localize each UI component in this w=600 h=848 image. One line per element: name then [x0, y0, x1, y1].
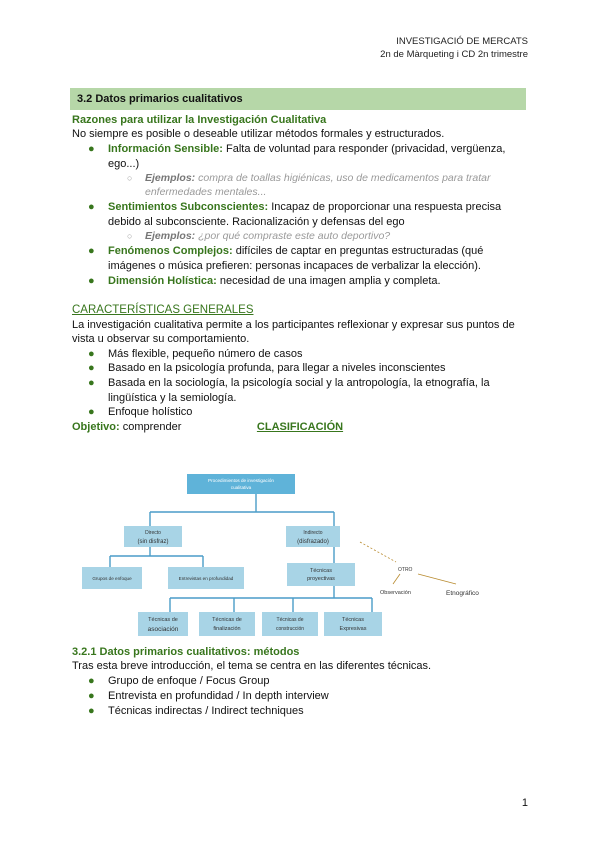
bullet-text: Más flexible, pequeño número de casos: [108, 348, 303, 360]
direct-label-2: (sin disfraz): [137, 539, 169, 545]
example-label: Ejemplos:: [145, 230, 196, 242]
item-text-cont: imágenes o música prefieren: personas incapaces de verbalizar la elección).: [108, 259, 481, 272]
bullet-icon: ●: [88, 705, 95, 717]
classification-title: CLASIFICACIÓN: [256, 421, 344, 433]
bullet-icon: ●: [88, 245, 95, 257]
item-text: Incapaz de proporcionar una respuesta precisa: [268, 201, 502, 213]
bullet-text: Entrevista en profundidad / In depth interview: [108, 690, 329, 702]
other-label: OTRO: [398, 567, 413, 573]
depth-interview-label: Entrevistas en profundidad: [178, 576, 234, 581]
root-label-2: cualitativa: [230, 485, 252, 490]
bullet-icon: ●: [88, 201, 95, 213]
example-text-cont: enfermedades mentales...: [145, 186, 267, 198]
item-term: Dimensión Holística:: [108, 275, 217, 287]
diagram-dashed-connectors: [360, 542, 396, 562]
bullet-text: Técnicas indirectas / Indirect techniques: [108, 705, 304, 717]
bullet-icon: ●: [88, 275, 95, 287]
list-item: [88, 142, 526, 171]
item-term: Sentimientos Subconscientes:: [108, 201, 269, 213]
focus-group-label: Grupos de enfoque: [92, 576, 132, 581]
list-item: [88, 347, 526, 362]
methods-intro: Tras esta breve introducción, el tema se centra en las diferentes técnicas.: [72, 660, 432, 672]
indirect-label-1: Indirecto: [303, 530, 323, 536]
bullet-text: Basada en la sociología, la psicología social y la antropología, la etnografía, la: [108, 377, 490, 389]
example-item: [127, 229, 526, 243]
circle-bullet-icon: ○: [127, 173, 133, 183]
bullet-text: Basado en la psicología profunda, para llegar a niveles inconscientes: [108, 362, 446, 374]
bullet-icon: ●: [88, 143, 95, 155]
example-label: Ejemplos:: [145, 172, 196, 184]
construction-label-2: construcción: [275, 626, 305, 632]
association-label-2: asociación: [147, 626, 179, 633]
bullet-icon: ●: [88, 675, 95, 687]
list-item: [88, 244, 526, 273]
list-item: [88, 376, 526, 405]
bullet-text: Enfoque holístico: [108, 406, 193, 418]
completion-label-1: Técnicas de: [212, 617, 242, 623]
item-term: Información Sensible:: [108, 143, 223, 155]
construction-box: [262, 612, 318, 636]
root-label-1: Procedimientos de investigación: [208, 478, 274, 483]
list-item: [88, 274, 526, 289]
list-item: [88, 200, 526, 229]
root-box: [187, 474, 295, 494]
diagram-connectors: [110, 492, 372, 612]
observation-label: Observación: [380, 590, 411, 596]
bullet-icon: ●: [88, 377, 95, 389]
item-text-cont: ego...): [108, 157, 140, 170]
expressive-box: [324, 612, 382, 636]
objective-text: comprender: [119, 421, 182, 433]
bullet-text-cont: lingüística y la semiología.: [108, 391, 237, 404]
example-item: [127, 171, 526, 199]
item-text-cont: debido al subconsciente. Racionalización y defensas del ego: [108, 215, 405, 228]
indirect-label-2: (disfrazado): [297, 539, 329, 545]
expressive-label-2: Expresivas: [339, 626, 367, 632]
reasons-heading: Razones para utilizar la Investigación Cualitativa: [72, 114, 327, 126]
circle-bullet-icon: ○: [127, 231, 133, 241]
list-item: [88, 405, 526, 420]
item-term: Fenómenos Complejos:: [108, 245, 233, 257]
item-text: Falta de voluntad para responder (privacidad, vergüenza,: [222, 143, 506, 155]
list-item: [88, 704, 526, 719]
section-title: 3.2 Datos primarios cualitativos: [70, 88, 526, 110]
construction-label-1: Técnicas de: [276, 617, 304, 623]
example-text: compra de toallas higiénicas, uso de medicamentos para tratar: [195, 172, 491, 184]
bullet-icon: ●: [88, 362, 95, 374]
page-number: 1: [521, 797, 528, 809]
characteristics-heading: CARACTERÍSTICAS GENERALES: [72, 304, 254, 316]
ethnographic-label: Etnográfico: [446, 590, 479, 597]
item-text: difíciles de captar en preguntas estructuradas (qué: [232, 245, 484, 257]
direct-label-1: Directo: [145, 530, 161, 536]
diagram-other-connectors: [393, 574, 456, 584]
association-label-1: Técnicas de: [148, 617, 178, 623]
bullet-icon: ●: [88, 406, 95, 418]
list-item: [88, 361, 526, 376]
methods-heading: 3.2.1 Datos primarios cualitativos: métodos: [72, 646, 300, 658]
completion-label-2: finalización: [213, 626, 241, 632]
objective-label: Objetivo:: [72, 421, 120, 433]
bullet-icon: ●: [88, 690, 95, 702]
header-line-1: INVESTIGACIÓ DE MERCATS: [396, 36, 528, 47]
bullet-icon: ●: [88, 348, 95, 360]
characteristics-intro-cont: vista u observar su comportamiento.: [72, 333, 250, 345]
characteristics-intro: La investigación cualitativa permite a los participantes reflexionar y expresar sus puntos de: [72, 319, 515, 331]
projective-box: [287, 563, 355, 586]
projective-label-2: proyectivas: [307, 576, 335, 582]
projective-label-1: Técnicas: [309, 568, 333, 574]
bullet-text: Grupo de enfoque / Focus Group: [108, 675, 270, 687]
classification-diagram: [78, 470, 498, 640]
reasons-intro: No siempre es posible o deseable utilizar métodos formales y estructurados.: [72, 128, 445, 140]
header-line-2: 2n de Màrqueting i CD 2n trimestre: [380, 49, 528, 60]
item-text: necesidad de una imagen amplia y completa.: [216, 275, 441, 287]
expressive-label-1: Técnicas: [341, 617, 365, 623]
completion-box: [199, 612, 255, 636]
list-item: [88, 674, 526, 689]
list-item: [88, 689, 526, 704]
example-text: ¿por qué compraste este auto deportivo?: [195, 230, 391, 242]
